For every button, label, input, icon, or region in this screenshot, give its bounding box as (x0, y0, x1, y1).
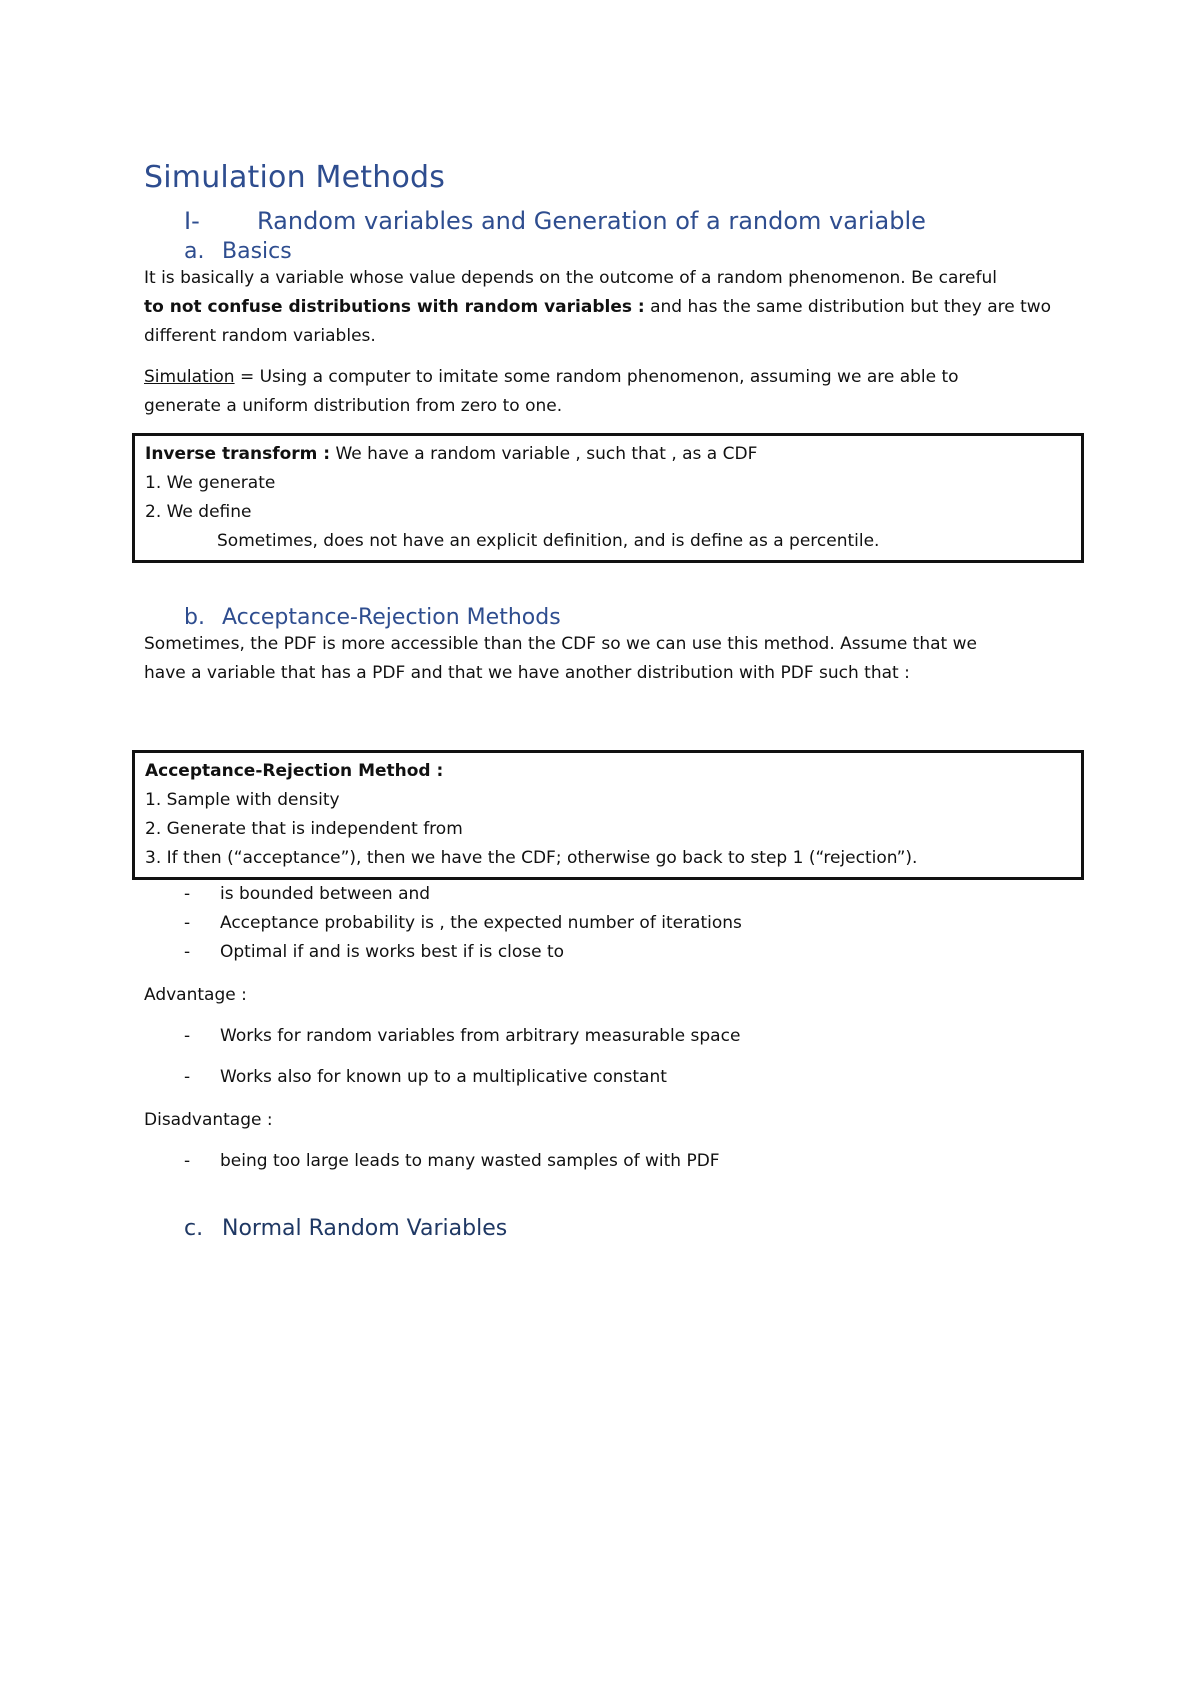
list-item (144, 938, 1084, 967)
subsection-number: a. (184, 239, 205, 264)
section-heading-1 (184, 207, 1084, 235)
box-step: 1. We generate (145, 473, 276, 493)
list-item (144, 1147, 1084, 1176)
bullet-dash: - (184, 1067, 191, 1087)
text-line: = Using a computer to imitate some random phenomenon, assuming we are able to (234, 367, 959, 387)
list-item-text: being too large leads to many wasted samples of with PDF (220, 1151, 720, 1171)
document-title: Simulation Methods (144, 160, 446, 195)
list-item (144, 1022, 1084, 1051)
box-title-line (145, 440, 1071, 469)
bullet-dash: - (184, 1026, 191, 1046)
box-step: 3. If then (“acceptance”), then we have the CDF; otherwise go back to step 1 (“rejection”). (145, 848, 918, 868)
list-item-text: is bounded between and (220, 884, 431, 904)
inverse-transform-box (132, 433, 1084, 563)
acceptance-paragraph (144, 630, 1084, 688)
box-title: Acceptance-Rejection Method : (145, 761, 444, 781)
section-number: I- (184, 207, 200, 235)
text-line: Sometimes, the PDF is more accessible than the CDF so we can use this method. Assume that we (144, 634, 977, 654)
box-step: 1. Sample with density (145, 790, 340, 810)
subsection-heading-acceptance (144, 605, 1084, 630)
subsection-number: c. (184, 1216, 204, 1241)
acceptance-rejection-box (132, 750, 1084, 880)
text-line: It is basically a variable whose value depends on the outcome of a random phenomenon. Be careful (144, 268, 997, 288)
advantage-label: Advantage : (144, 985, 247, 1005)
text-line: and has the same distribution but they are two (644, 297, 1052, 317)
box-title: Inverse transform : (145, 444, 331, 464)
box-step: 2. We define (145, 502, 252, 522)
subsection-title: Acceptance-Rejection Methods (222, 605, 561, 630)
text-line: have a variable that has a PDF and that we have another distribution with PDF such that : (144, 663, 910, 683)
list-item (144, 880, 1084, 909)
text-line: different random variables. (144, 326, 376, 346)
subsection-title: Normal Random Variables (222, 1216, 508, 1241)
bullet-dash: - (184, 913, 191, 933)
disadvantage-label: Disadvantage : (144, 1110, 273, 1130)
list-item-text: Optimal if and is works best if is close to (220, 942, 565, 962)
properties-list (144, 880, 1084, 967)
bold-text: to not confuse distributions with random variables : (144, 297, 645, 317)
list-item-text: Works also for known up to a multiplicative constant (220, 1067, 667, 1087)
subsection-heading-basics (144, 239, 1084, 264)
list-item-text: Works for random variables from arbitrary measurable space (220, 1026, 741, 1046)
list-item (144, 909, 1084, 938)
box-title-rest: We have a random variable , such that , as a CDF (330, 444, 758, 464)
list-item-text: Acceptance probability is , the expected number of iterations (220, 913, 742, 933)
basics-paragraph (144, 264, 1084, 351)
subsection-heading-normal (144, 1216, 1084, 1241)
subsection-title: Basics (222, 239, 292, 264)
list-item (144, 1063, 1084, 1092)
bullet-dash: - (184, 942, 191, 962)
document-page (144, 160, 1084, 1241)
simulation-paragraph (144, 363, 1084, 421)
box-step: 2. Generate that is independent from (145, 819, 463, 839)
subsection-number: b. (184, 605, 205, 630)
simulation-term: Simulation (144, 367, 235, 387)
section-title: Random variables and Generation of a random variable (257, 207, 926, 235)
bullet-dash: - (184, 884, 191, 904)
bullet-dash: - (184, 1151, 191, 1171)
text-line: generate a uniform distribution from zero to one. (144, 396, 563, 416)
box-note: Sometimes, does not have an explicit definition, and is define as a percentile. (217, 531, 880, 551)
